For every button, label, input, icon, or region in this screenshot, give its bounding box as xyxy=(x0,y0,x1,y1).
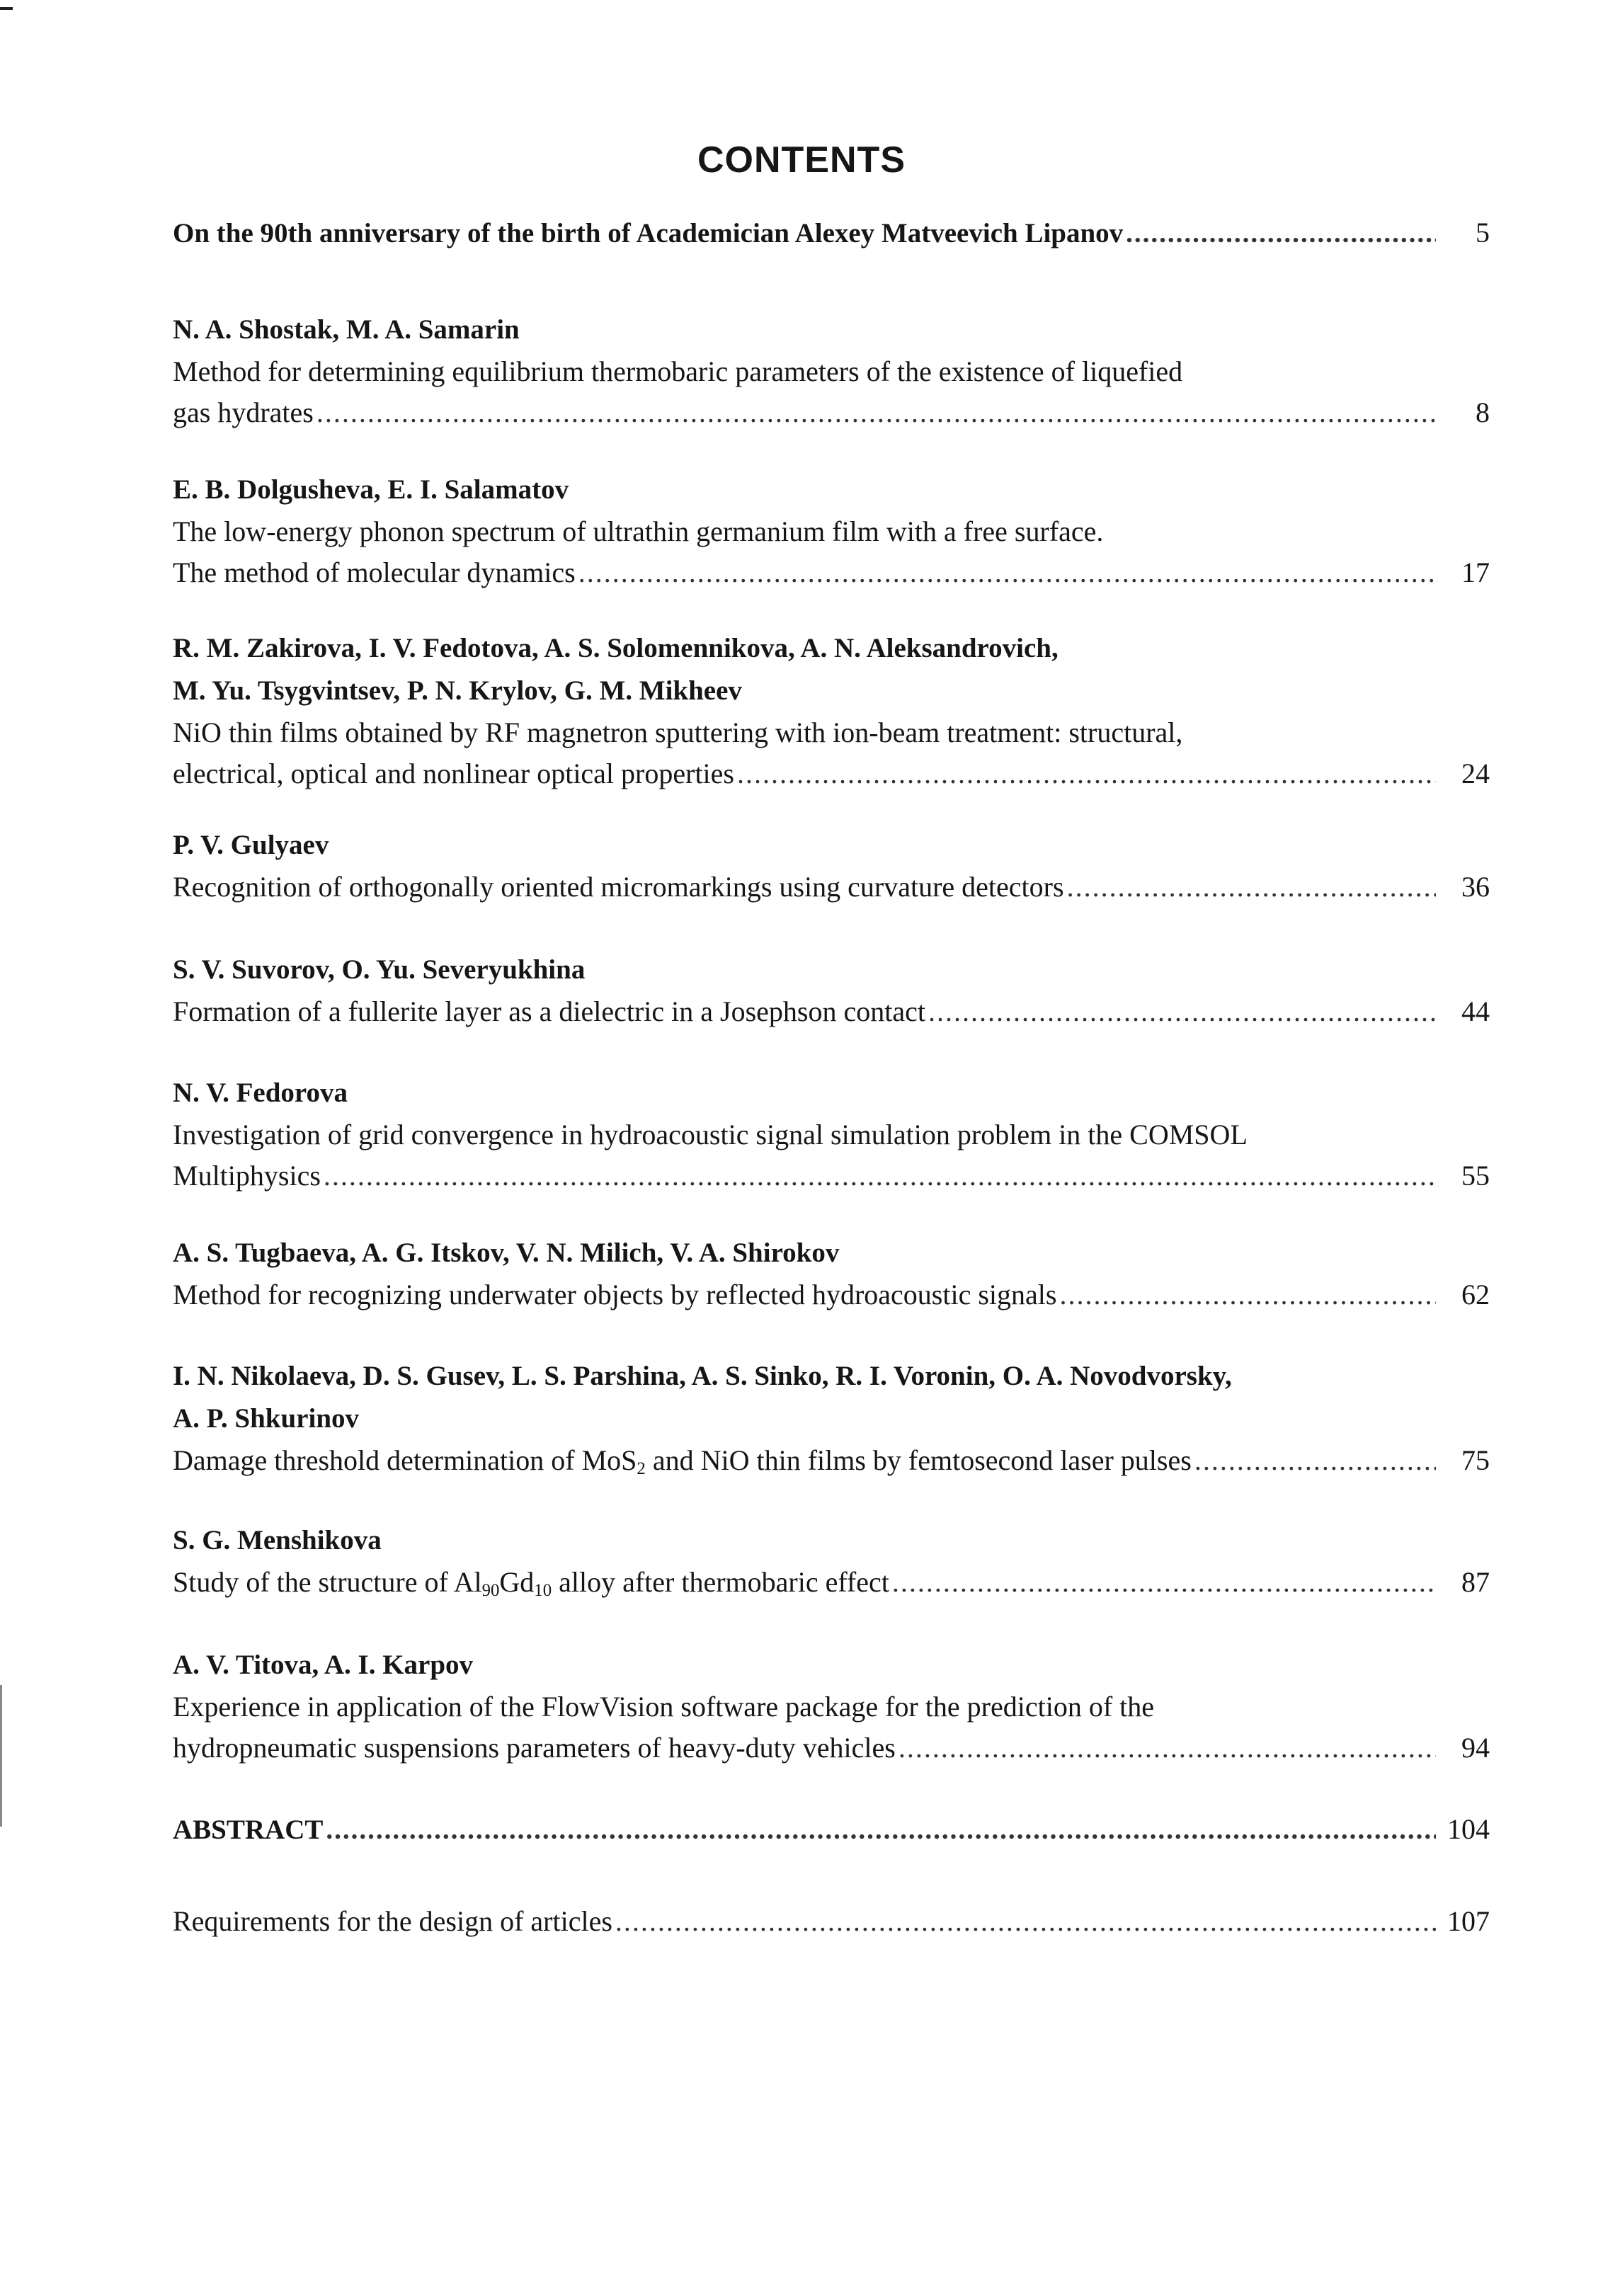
toc-entry-title-row xyxy=(173,753,1490,794)
toc-entry-title-row xyxy=(173,1901,1490,1942)
toc-entry-dolgusheva xyxy=(173,469,1490,593)
toc-entry-authors: N. A. Shostak, M. A. Samarin xyxy=(173,314,520,345)
toc-entry-title-row xyxy=(173,1727,1490,1769)
dot-leader xyxy=(737,753,1436,794)
toc-entry-title: Formation of a fullerite layer as a dielectric in a Josephson contact xyxy=(173,995,925,1027)
dot-leader xyxy=(1059,1274,1436,1315)
title-text: Gd xyxy=(499,1566,535,1598)
toc-entry-title-row xyxy=(173,212,1490,254)
dot-leader xyxy=(1126,213,1436,254)
toc-entry-zakirova xyxy=(173,627,1490,794)
dot-leader xyxy=(928,991,1436,1032)
page-number: 17 xyxy=(1461,556,1490,588)
page-number: 104 xyxy=(1447,1813,1490,1845)
toc-entry-title-line: The low-energy phonon spectrum of ultrathin germanium film with a free surface. xyxy=(173,515,1104,547)
page-number: 75 xyxy=(1461,1444,1490,1476)
toc-entry-fedorova xyxy=(173,1072,1490,1196)
scan-edge-mark-top-left xyxy=(0,7,13,10)
toc-entry-authors: S. V. Suvorov, O. Yu. Severyukhina xyxy=(173,954,586,985)
toc-entry-title: ABSTRACT xyxy=(173,1815,324,1845)
toc-entry-titova xyxy=(173,1644,1490,1769)
toc-entry-menshikova xyxy=(173,1519,1490,1603)
toc-entry-title: The method of molecular dynamics xyxy=(173,556,576,588)
toc-entry-title-row xyxy=(173,1562,1490,1603)
page-number: 87 xyxy=(1461,1566,1490,1598)
dot-leader xyxy=(1194,1440,1436,1481)
toc-entry-title xyxy=(173,1440,1192,1481)
page-number: 62 xyxy=(1461,1279,1490,1310)
toc-entry-authors: I. N. Nikolaeva, D. S. Gusev, L. S. Parshina, A. S. Sinko, R. I. Voronin, O. A. Novodvorsky, xyxy=(173,1361,1232,1391)
scan-edge-mark-left xyxy=(0,1685,2,1827)
toc-entry-anniversary xyxy=(173,212,1490,254)
toc-entry-title-row xyxy=(173,867,1490,908)
toc-entry-authors: A. S. Tugbaeva, A. G. Itskov, V. N. Milich, V. A. Shirokov xyxy=(173,1238,840,1268)
toc-entry-gulyaev xyxy=(173,824,1490,908)
page-number: 36 xyxy=(1461,871,1490,903)
toc-entry-title-row xyxy=(173,552,1490,593)
title-text: alloy after thermobaric effect xyxy=(552,1566,889,1598)
toc-entry-title: gas hydrates xyxy=(173,396,314,428)
toc-entry-title-line: NiO thin films obtained by RF magnetron sputtering with ion-beam treatment: structural, xyxy=(173,716,1183,748)
toc-entry-title-row xyxy=(173,392,1490,433)
dot-leader xyxy=(316,392,1436,433)
title-text: and NiO thin films by femtosecond laser pulses xyxy=(645,1444,1192,1476)
dot-leader xyxy=(324,1155,1436,1196)
subscript: 10 xyxy=(534,1581,552,1601)
toc-entry-authors: N. V. Fedorova xyxy=(173,1078,348,1108)
toc-entry-title-line: Method for determining equilibrium thermobaric parameters of the existence of liquefied xyxy=(173,355,1183,387)
toc-entry-title-row xyxy=(173,1809,1490,1851)
dot-leader xyxy=(578,552,1436,593)
toc-entry-authors: A. V. Titova, A. I. Karpov xyxy=(173,1650,474,1680)
toc-entry-title: Requirements for the design of articles xyxy=(173,1905,612,1937)
title-text: Damage threshold determination of MoS xyxy=(173,1444,637,1476)
dot-leader xyxy=(892,1562,1436,1603)
toc-entry-title: hydropneumatic suspensions parameters of heavy-duty vehicles xyxy=(173,1732,896,1764)
toc-entry-title: On the 90th anniversary of the birth of Academician Alexey Matveevich Lipanov xyxy=(173,218,1124,249)
page-number: 24 xyxy=(1461,758,1490,789)
toc-entry-authors: S. G. Menshikova xyxy=(173,1525,382,1555)
toc-entry-nikolaeva xyxy=(173,1355,1490,1481)
title-text: Study of the structure of Al xyxy=(173,1566,482,1598)
toc-entry-authors: E. B. Dolgusheva, E. I. Salamatov xyxy=(173,474,569,505)
subscript: 2 xyxy=(637,1459,646,1479)
toc-entry-title-line: Investigation of grid convergence in hydroacoustic signal simulation problem in the COMSOL xyxy=(173,1119,1248,1150)
toc-entry-title: Method for recognizing underwater objects by reflected hydroacoustic signals xyxy=(173,1279,1057,1310)
page-number: 94 xyxy=(1461,1732,1490,1764)
toc-entry-title: Recognition of orthogonally oriented micromarkings using curvature detectors xyxy=(173,871,1064,903)
toc-entry-authors: M. Yu. Tsygvintsev, P. N. Krylov, G. M. Mikheev xyxy=(173,675,742,706)
toc-entry-authors: P. V. Gulyaev xyxy=(173,830,329,860)
page-title: CONTENTS xyxy=(697,139,906,181)
page-number: 107 xyxy=(1447,1905,1490,1937)
page-number: 55 xyxy=(1461,1160,1490,1192)
toc-entry-title-row xyxy=(173,1440,1490,1481)
toc-entry-title: Multiphysics xyxy=(173,1160,321,1192)
subscript: 90 xyxy=(481,1581,500,1601)
toc-entry-tugbaeva xyxy=(173,1232,1490,1315)
toc-entry-title-row xyxy=(173,1155,1490,1196)
page-number: 44 xyxy=(1461,995,1490,1027)
dot-leader xyxy=(899,1727,1436,1769)
toc-entry-title: electrical, optical and nonlinear optical properties xyxy=(173,758,734,789)
dot-leader xyxy=(1067,867,1436,908)
dot-leader xyxy=(615,1901,1436,1942)
page-number: 5 xyxy=(1476,217,1490,249)
toc-entry-requirements xyxy=(173,1901,1490,1942)
toc-entry-suvorov xyxy=(173,949,1490,1032)
toc-entry-abstract xyxy=(173,1809,1490,1851)
toc-entry-shostak xyxy=(173,309,1490,433)
toc-entry-authors: R. M. Zakirova, I. V. Fedotova, A. S. Solomennikova, A. N. Aleksandrovich, xyxy=(173,633,1059,663)
page-number: 8 xyxy=(1476,396,1490,428)
toc-entry-title-row xyxy=(173,991,1490,1032)
toc-entry-authors: A. P. Shkurinov xyxy=(173,1403,360,1434)
dot-leader xyxy=(326,1810,1436,1851)
toc-entry-title-row xyxy=(173,1274,1490,1315)
toc-entry-title-line: Experience in application of the FlowVision software package for the prediction of the xyxy=(173,1691,1155,1723)
toc-entry-title xyxy=(173,1562,889,1603)
